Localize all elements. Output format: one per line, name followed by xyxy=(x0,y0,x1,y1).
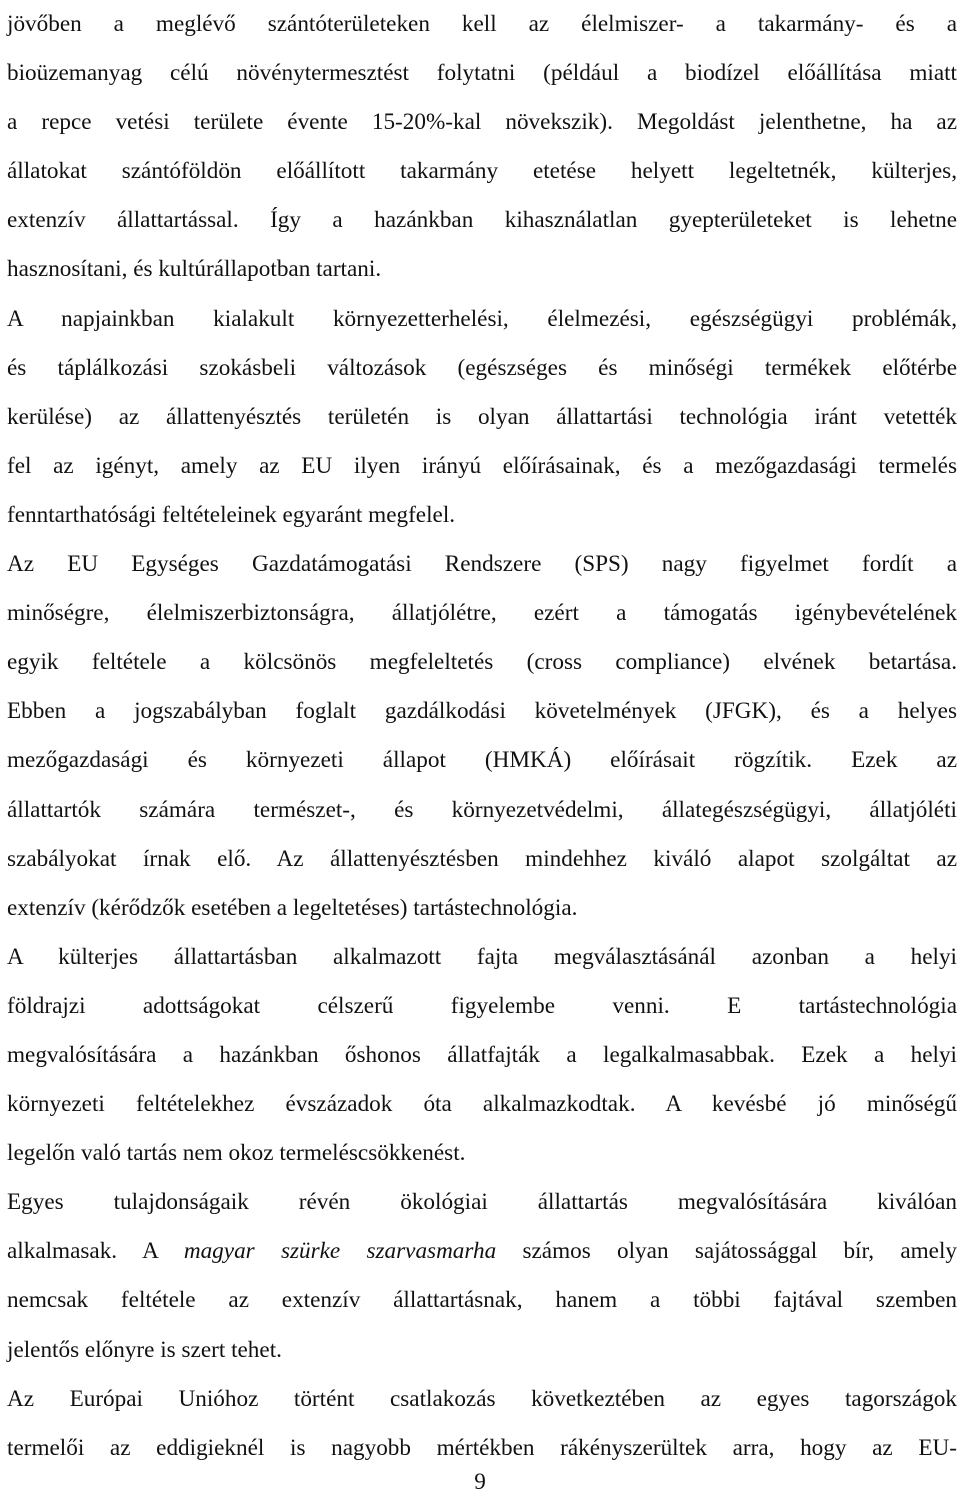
text-line: állattartók számára természet-, és környezetvédelmi, állategészségügyi, állatjóléti xyxy=(7,796,957,823)
document-page xyxy=(7,0,957,1473)
paragraph-2 xyxy=(7,295,957,540)
text-line: földrajzi adottságokat célszerű figyelembe venni. E tartástechnológia xyxy=(7,992,957,1019)
text-line: hasznosítani, és kultúrállapotban tartani. xyxy=(7,256,382,283)
text-line: nemcsak feltétele az extenzív állattartásnak, hanem a többi fajtával szemben xyxy=(7,1287,957,1314)
text-line: extenzív állattartással. Így a hazánkban kihasználatlan gyepterületeket is lehetne xyxy=(7,207,957,234)
paragraph-6 xyxy=(7,1375,957,1473)
text-line: környezeti feltételekhez évszázadok óta alkalmazkodtak. A kevésbé jó minőségű xyxy=(7,1091,957,1118)
text-line: fel az igényt, amely az EU ilyen irányú előírásainak, és a mezőgazdasági termelés xyxy=(7,452,957,479)
text-segment: alkalmasak. A xyxy=(7,1238,184,1265)
paragraph-5 xyxy=(7,1178,957,1374)
paragraph-3 xyxy=(7,540,957,933)
text-line: Az Európai Unióhoz történt csatlakozás következtében az egyes tagországok xyxy=(7,1385,957,1412)
text-line: fenntarthatósági feltételeinek egyaránt megfelel. xyxy=(7,501,456,528)
text-line: a repce vetési területe évente 15-20%-kal növekszik). Megoldást jelenthetne, ha az xyxy=(7,109,957,136)
text-line: minőségre, élelmiszerbiztonságra, állatjólétre, ezért a támogatás igénybevételének xyxy=(7,600,957,627)
text-line: Ebben a jogszabályban foglalt gazdálkodási követelmények (JFGK), és a helyes xyxy=(7,698,957,725)
text-line: Az EU Egységes Gazdatámogatási Rendszere (SPS) nagy figyelmet fordít a xyxy=(7,551,957,578)
italic-breed-name: magyar szürke szarvasmarha xyxy=(183,1238,497,1265)
text-line: és táplálkozási szokásbeli változások (egészséges és minőségi termékek előtérbe xyxy=(7,354,957,381)
text-line: kerülése) az állattenyésztés területén is olyan állattartási technológia iránt vetették xyxy=(7,403,957,430)
text-line: egyik feltétele a kölcsönös megfeleltetés (cross compliance) elvének betartása. xyxy=(7,649,957,676)
text-line: jövőben a meglévő szántóterületeken kell az élelmiszer- a takarmány- és a xyxy=(7,11,957,37)
paragraph-1 xyxy=(7,0,957,295)
page-number: 9 xyxy=(474,1469,486,1495)
text-line: A napjainkban kialakult környezetterhelési, élelmezési, egészségügyi problémák, xyxy=(7,305,957,332)
text-line: termelői az eddigieknél is nagyobb mértékben rákényszerültek arra, hogy az EU- xyxy=(7,1434,957,1461)
text-line: állatokat szántóföldön előállított takarmány etetése helyett legeltetnék, külterjes, xyxy=(7,158,957,185)
text-line: legelőn való tartás nem okoz termeléscsökkenést. xyxy=(7,1140,466,1167)
text-line-with-italic xyxy=(7,1227,957,1276)
text-line: jelentős előnyre is szert tehet. xyxy=(7,1336,282,1363)
text-line: Egyes tulajdonságaik révén ökológiai állattartás megvalósítására kiválóan xyxy=(7,1189,957,1216)
text-line: mezőgazdasági és környezeti állapot (HMKÁ) előírásait rögzítik. Ezek az xyxy=(7,747,957,774)
text-line: A külterjes állattartásban alkalmazott fajta megválasztásánál azonban a helyi xyxy=(7,943,957,970)
text-line: extenzív (kérődzők esetében a legeltetéses) tartástechnológia. xyxy=(7,894,578,921)
paragraph-4 xyxy=(7,933,957,1178)
text-line: bioüzemanyag célú növénytermesztést folytatni (például a biodízel előállítása miatt xyxy=(7,60,957,87)
text-segment: számos olyan sajátossággal bír, amely xyxy=(496,1238,958,1265)
text-line: szabályokat írnak elő. Az állattenyésztésben mindehhez kiváló alapot szolgáltat az xyxy=(7,845,957,872)
text-line: megvalósítására a hazánkban őshonos állatfajták a legalkalmasabbak. Ezek a helyi xyxy=(7,1041,957,1068)
